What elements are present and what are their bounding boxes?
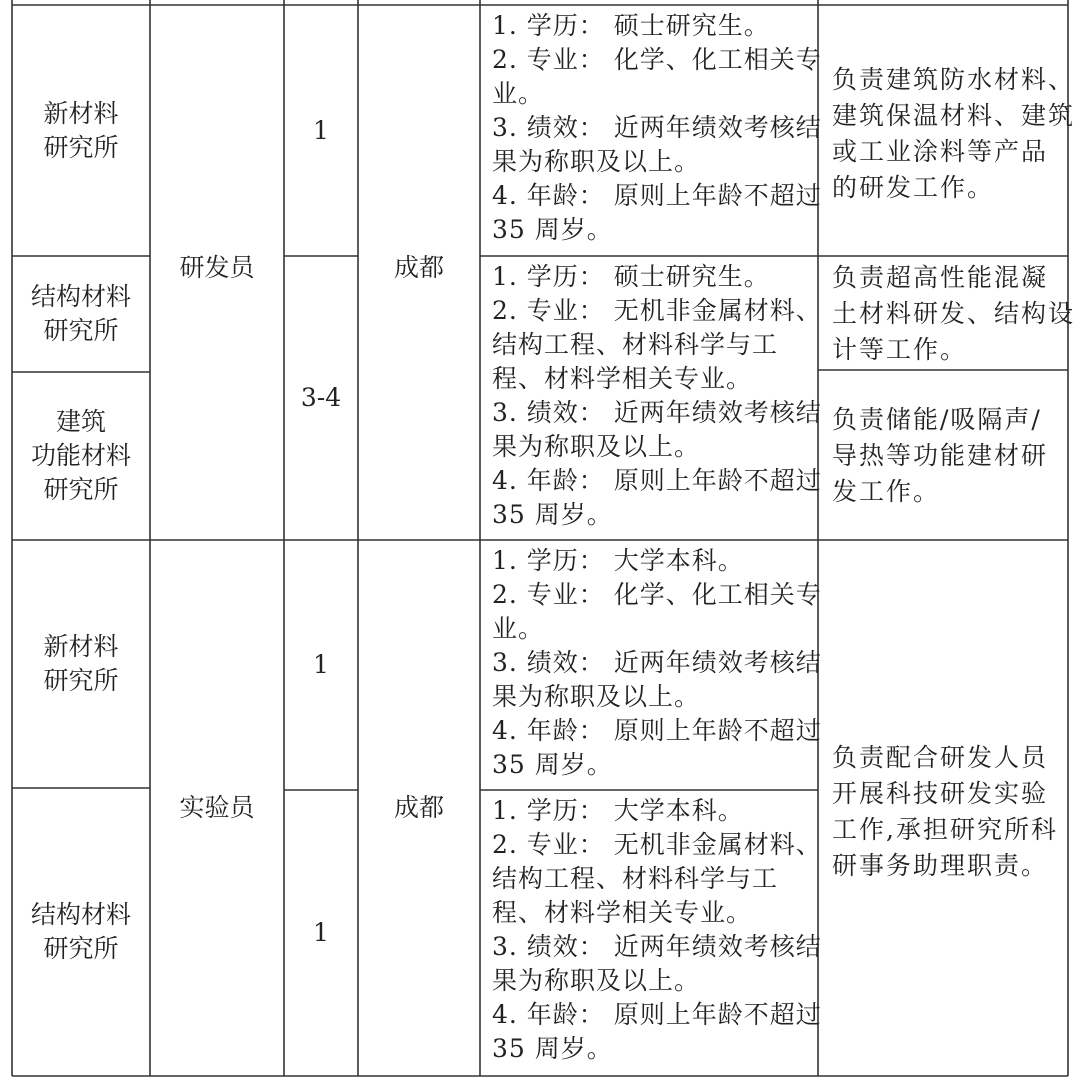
dept-cell-2 <box>12 256 150 372</box>
req-line: 程、材料学相关专业。 <box>492 364 753 393</box>
duty-line: 研事务助理职责。 <box>832 851 1049 880</box>
duty-line: 计等工作。 <box>832 335 968 364</box>
count-value: 1 <box>313 115 329 145</box>
dept-line: 建筑 <box>55 407 106 436</box>
location-value: 成都 <box>393 252 444 282</box>
req-line: 果为称职及以上。 <box>492 682 701 711</box>
requirements-cell-2 <box>480 256 822 540</box>
count-cell-2 <box>284 256 358 540</box>
duty-line: 土材料研发、结构设 <box>832 299 1076 328</box>
duty-cell-1 <box>818 60 1076 250</box>
duty-line: 负责储能/吸隔声/ <box>832 405 1042 434</box>
duty-cell-3 <box>818 400 1068 520</box>
count-value: 1 <box>313 918 329 947</box>
duty-line: 负责配合研发人员 <box>832 743 1049 772</box>
req-line: 4. 年龄： 原则上年龄不超过 <box>492 466 822 495</box>
position-value: 研发员 <box>179 252 255 282</box>
duty-line: 的研发工作。 <box>832 173 995 202</box>
dept-line: 研究所 <box>43 475 119 504</box>
requirements-cell-4 <box>480 540 822 790</box>
req-line: 1. 学历： 硕士研究生。 <box>492 11 770 40</box>
duty-line: 建筑保温材料、建筑 <box>832 101 1076 130</box>
dept-line: 功能材料 <box>30 441 131 470</box>
req-line: 3. 绩效： 近两年绩效考核结 <box>492 932 822 961</box>
req-line: 1. 学历： 大学本科。 <box>492 546 744 575</box>
position-cell-2 <box>150 540 284 1076</box>
dept-line: 研究所 <box>43 132 119 162</box>
req-line: 程、材料学相关专业。 <box>492 898 753 927</box>
count-cell-1 <box>284 5 358 256</box>
dept-cell-3 <box>12 372 150 540</box>
req-line: 业。 <box>492 614 545 643</box>
position-cell-1 <box>150 5 284 540</box>
location-value: 成都 <box>393 793 444 822</box>
requirements-cell-1 <box>480 5 822 256</box>
req-line: 结构工程、材料科学与工 <box>492 864 779 893</box>
req-line: 3. 绩效： 近两年绩效考核结 <box>492 648 822 677</box>
position-value: 实验员 <box>179 793 255 822</box>
duty-line: 工作,承担研究所科 <box>832 815 1058 844</box>
count-cell-5 <box>284 790 358 1076</box>
count-value: 3-4 <box>300 383 342 412</box>
count-cell-4 <box>284 540 358 790</box>
dept-cell-1 <box>12 5 150 256</box>
req-line: 3. 绩效： 近两年绩效考核结 <box>492 398 822 427</box>
req-line: 35 周岁。 <box>492 215 613 244</box>
dept-line: 结构材料 <box>30 282 131 311</box>
duty-line: 导热等功能建材研 <box>832 441 1049 470</box>
duty-line: 发工作。 <box>832 477 941 506</box>
req-line: 4. 年龄： 原则上年龄不超过 <box>492 716 822 745</box>
dept-cell-5 <box>12 788 150 1076</box>
dept-line: 新材料 <box>43 632 119 661</box>
req-line: 2. 专业： 无机非金属材料、 <box>492 830 822 859</box>
req-line: 4. 年龄： 原则上年龄不超过 <box>492 181 822 210</box>
req-line: 1. 学历： 硕士研究生。 <box>492 262 770 291</box>
dept-line: 新材料 <box>43 98 119 128</box>
duty-line: 负责建筑防水材料、 <box>832 65 1076 94</box>
req-line: 4. 年龄： 原则上年龄不超过 <box>492 1000 822 1029</box>
dept-line: 研究所 <box>43 934 119 963</box>
req-line: 1. 学历： 大学本科。 <box>492 796 744 825</box>
req-line: 35 周岁。 <box>492 750 613 779</box>
req-line: 35 周岁。 <box>492 1034 613 1063</box>
location-cell-1 <box>358 5 480 540</box>
duty-cell-2 <box>818 258 1076 370</box>
req-line: 35 周岁。 <box>492 500 613 529</box>
dept-line: 研究所 <box>43 316 119 345</box>
requirements-cell-5 <box>480 790 822 1076</box>
req-line: 业。 <box>492 79 545 108</box>
duty-line: 或工业涂料等产品 <box>832 137 1049 166</box>
dept-line: 研究所 <box>43 666 119 695</box>
req-line: 果为称职及以上。 <box>492 966 701 995</box>
dept-line: 结构材料 <box>30 900 131 929</box>
location-cell-2 <box>358 540 480 1076</box>
req-line: 2. 专业： 化学、化工相关专 <box>492 580 822 609</box>
duty-line: 开展科技研发实验 <box>832 779 1049 808</box>
req-line: 2. 专业： 无机非金属材料、 <box>492 296 822 325</box>
req-line: 果为称职及以上。 <box>492 147 701 176</box>
req-line: 2. 专业： 化学、化工相关专 <box>492 45 822 74</box>
duty-line: 负责超高性能混凝 <box>832 263 1049 292</box>
count-value: 1 <box>313 650 329 679</box>
req-line: 果为称职及以上。 <box>492 432 701 461</box>
req-line: 3. 绩效： 近两年绩效考核结 <box>492 113 822 142</box>
req-line: 结构工程、材料科学与工 <box>492 330 779 359</box>
duty-cell-4 <box>818 738 1068 898</box>
dept-cell-4 <box>12 540 150 788</box>
